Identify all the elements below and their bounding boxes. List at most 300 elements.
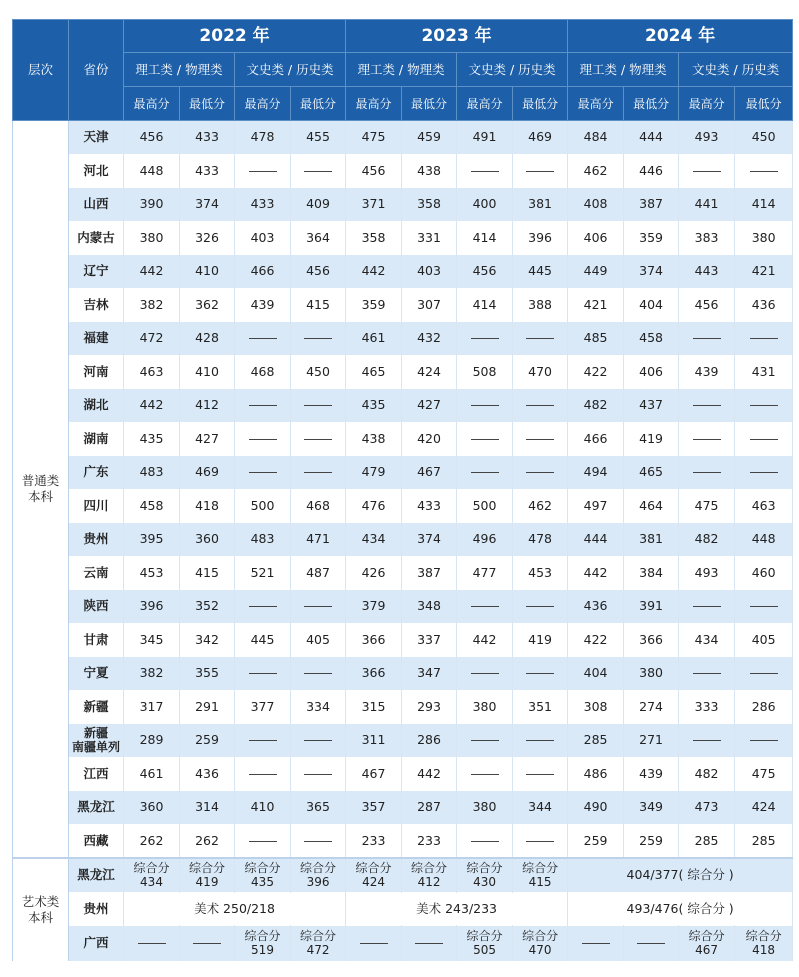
- score-cell: 496: [457, 523, 513, 557]
- score-cell: 462: [513, 489, 568, 523]
- province-cell: 广东: [69, 456, 124, 490]
- score-cell: 415: [180, 556, 235, 590]
- score-cell: 405: [291, 623, 346, 657]
- score-cell: [291, 154, 346, 188]
- score-cell: [180, 926, 235, 961]
- score-cell: 351: [513, 690, 568, 724]
- score-cell: 380: [124, 221, 180, 255]
- score-cell: 286: [735, 690, 793, 724]
- score-cell: 449: [568, 255, 624, 289]
- score-cell: 331: [402, 221, 457, 255]
- empty-dash: [304, 171, 332, 172]
- score-cell: 403: [402, 255, 457, 289]
- score-cell: 437: [624, 389, 679, 423]
- max-score-header: 最高分: [124, 87, 180, 121]
- score-type-label: 综合分: [188, 861, 225, 876]
- score-cell: 483: [235, 523, 291, 557]
- empty-dash: [526, 405, 554, 406]
- empty-dash: [193, 943, 221, 944]
- score-cell: 374: [402, 523, 457, 557]
- table-row: [13, 489, 793, 523]
- table-row: [13, 926, 793, 961]
- score-cell: 460: [735, 556, 793, 590]
- empty-dash: [249, 472, 277, 473]
- score-cell: 493: [679, 556, 735, 590]
- table-row: [13, 422, 793, 456]
- table-row: [13, 322, 793, 356]
- score-cell: 478: [235, 121, 291, 155]
- score-cell: 347: [402, 657, 457, 691]
- score-cell: [679, 657, 735, 691]
- score-cell: 286: [402, 724, 457, 758]
- score-cell: 403: [235, 221, 291, 255]
- empty-dash: [249, 673, 277, 674]
- table-row: [13, 389, 793, 423]
- score-cell: 442: [124, 255, 180, 289]
- score-cell: 345: [124, 623, 180, 657]
- score-cell: 475: [346, 121, 402, 155]
- score-cell: 404: [624, 288, 679, 322]
- score-cell: [679, 724, 735, 758]
- score-cell: 478: [513, 523, 568, 557]
- empty-dash: [471, 774, 499, 775]
- score-cell: 380: [735, 221, 793, 255]
- score-cell: 445: [235, 623, 291, 657]
- score-cell: 414: [457, 221, 513, 255]
- score-cell: 408: [568, 188, 624, 222]
- score-cell: 420: [402, 422, 457, 456]
- score-value: 467: [695, 943, 719, 958]
- table-row: [13, 824, 793, 858]
- score-cell: [235, 389, 291, 423]
- table-row: [13, 121, 793, 155]
- score-cell: 475: [679, 489, 735, 523]
- score-cell: [235, 724, 291, 758]
- score-cell: 379: [346, 590, 402, 624]
- empty-dash: [750, 472, 778, 473]
- province-cell: 山西: [69, 188, 124, 222]
- score-cell: 448: [735, 523, 793, 557]
- score-cell: 291: [180, 690, 235, 724]
- province-cell: 湖北: [69, 389, 124, 423]
- score-cell: [402, 858, 457, 893]
- score-cell: 410: [180, 255, 235, 289]
- score-cell: 486: [568, 757, 624, 791]
- score-cell: [457, 926, 513, 961]
- empty-dash: [471, 841, 499, 842]
- score-cell: 456: [679, 288, 735, 322]
- score-cell: 381: [513, 188, 568, 222]
- score-cell: 468: [291, 489, 346, 523]
- empty-dash: [526, 740, 554, 741]
- score-cell: 461: [346, 322, 402, 356]
- category-science-header: 理工类 / 物理类: [124, 53, 235, 87]
- score-value: 415: [528, 875, 552, 890]
- score-cell: 365: [291, 791, 346, 825]
- score-cell: [291, 858, 346, 893]
- score-cell: [513, 590, 568, 624]
- year-2023-header: 2023 年: [346, 20, 568, 53]
- score-type-label: 综合分: [244, 929, 281, 944]
- max-score-header: 最高分: [346, 87, 402, 121]
- score-value: 505: [473, 943, 496, 958]
- score-cell: 444: [624, 121, 679, 155]
- score-cell: 467: [402, 456, 457, 490]
- score-cell: 358: [402, 188, 457, 222]
- score-cell: 380: [457, 690, 513, 724]
- score-cell: 434: [346, 523, 402, 557]
- score-cell: [124, 858, 180, 893]
- score-cell: [235, 824, 291, 858]
- score-cell: 521: [235, 556, 291, 590]
- score-cell: [457, 154, 513, 188]
- score-cell: 348: [402, 590, 457, 624]
- table-row: [13, 221, 793, 255]
- score-cell: [735, 724, 793, 758]
- score-cell: 493: [679, 121, 735, 155]
- table-row: [13, 288, 793, 322]
- province-cell: 辽宁: [69, 255, 124, 289]
- score-cell: 468: [235, 355, 291, 389]
- score-cell: 366: [624, 623, 679, 657]
- score-cell: 465: [624, 456, 679, 490]
- score-cell: [735, 926, 793, 961]
- score-type-label: 综合分: [522, 861, 559, 876]
- province-cell: 甘肃: [69, 623, 124, 657]
- empty-dash: [471, 673, 499, 674]
- table-row: [13, 154, 793, 188]
- score-cell: 435: [346, 389, 402, 423]
- empty-dash: [526, 841, 554, 842]
- score-cell: 421: [568, 288, 624, 322]
- score-type-label: 综合分: [355, 861, 392, 876]
- score-cell: [457, 757, 513, 791]
- score-cell: 442: [568, 556, 624, 590]
- score-cell: 442: [346, 255, 402, 289]
- score-cell: 435: [124, 422, 180, 456]
- empty-dash: [693, 740, 721, 741]
- score-cell: 382: [124, 657, 180, 691]
- score-cell: [457, 657, 513, 691]
- score-cell: 355: [180, 657, 235, 691]
- empty-dash: [750, 171, 778, 172]
- empty-dash: [249, 740, 277, 741]
- score-cell: 390: [124, 188, 180, 222]
- score-type-label: 综合分: [300, 929, 337, 944]
- score-cell: 508: [457, 355, 513, 389]
- score-cell: 380: [457, 791, 513, 825]
- empty-dash: [693, 673, 721, 674]
- score-cell: 410: [235, 791, 291, 825]
- score-cell: 404: [568, 657, 624, 691]
- empty-dash: [304, 774, 332, 775]
- score-cell: 314: [180, 791, 235, 825]
- score-cell: 436: [735, 288, 793, 322]
- score-cell: 469: [180, 456, 235, 490]
- score-cell: [568, 926, 624, 961]
- province-cell: 河北: [69, 154, 124, 188]
- score-cell: [513, 154, 568, 188]
- score-cell: 491: [457, 121, 513, 155]
- table-row: [13, 690, 793, 724]
- table-row: [13, 623, 793, 657]
- empty-dash: [750, 405, 778, 406]
- empty-dash: [526, 774, 554, 775]
- province-cell: 新疆 南疆单列: [69, 724, 124, 758]
- score-cell: 396: [124, 590, 180, 624]
- score-cell: 456: [124, 121, 180, 155]
- score-cell: 359: [624, 221, 679, 255]
- score-cell: [457, 824, 513, 858]
- score-cell: 285: [568, 724, 624, 758]
- year-2024-header: 2024 年: [568, 20, 793, 53]
- score-cell: 419: [624, 422, 679, 456]
- score-cell: 441: [679, 188, 735, 222]
- empty-dash: [471, 405, 499, 406]
- province-cell: 天津: [69, 121, 124, 155]
- score-cell: [235, 657, 291, 691]
- score-cell: 439: [624, 757, 679, 791]
- score-cell: [235, 154, 291, 188]
- score-cell: 395: [124, 523, 180, 557]
- score-cell: [291, 322, 346, 356]
- score-cell: 446: [624, 154, 679, 188]
- score-cell: 419: [513, 623, 568, 657]
- score-cell: [735, 154, 793, 188]
- score-cell: 259: [180, 724, 235, 758]
- score-type-label: 综合分: [466, 861, 503, 876]
- score-cell: 349: [624, 791, 679, 825]
- category-liberal-header: 文史类 / 历史类: [235, 53, 346, 87]
- empty-dash: [304, 439, 332, 440]
- score-cell: 470: [513, 355, 568, 389]
- score-cell: 497: [568, 489, 624, 523]
- score-cell: 444: [568, 523, 624, 557]
- score-cell: [457, 724, 513, 758]
- score-cell: 484: [568, 121, 624, 155]
- score-cell: [457, 590, 513, 624]
- empty-dash: [693, 472, 721, 473]
- empty-dash: [637, 943, 665, 944]
- level-header: 层次: [13, 20, 69, 121]
- province-cell: 内蒙古: [69, 221, 124, 255]
- score-cell: 463: [735, 489, 793, 523]
- max-score-header: 最高分: [235, 87, 291, 121]
- score-cell: 326: [180, 221, 235, 255]
- score-cell: 271: [624, 724, 679, 758]
- score-cell: 262: [124, 824, 180, 858]
- score-cell: 436: [568, 590, 624, 624]
- score-cell: 482: [679, 757, 735, 791]
- province-cell: 贵州: [69, 893, 124, 926]
- empty-dash: [526, 472, 554, 473]
- province-cell: 云南: [69, 556, 124, 590]
- score-cell: 293: [402, 690, 457, 724]
- score-cell: 439: [235, 288, 291, 322]
- table-row: [13, 523, 793, 557]
- category-liberal-header: 文史类 / 历史类: [457, 53, 568, 87]
- score-cell: 442: [402, 757, 457, 791]
- score-cell: 334: [291, 690, 346, 724]
- empty-dash: [304, 673, 332, 674]
- empty-dash: [526, 673, 554, 674]
- province-header: 省份: [69, 20, 124, 121]
- score-cell: [513, 926, 568, 961]
- score-cell: 439: [679, 355, 735, 389]
- score-cell: 467: [346, 757, 402, 791]
- score-type-label: 综合分: [133, 861, 170, 876]
- score-type-label: 综合分: [300, 861, 337, 876]
- score-type-label: 综合分: [466, 929, 503, 944]
- score-cell: 412: [180, 389, 235, 423]
- score-cell: [291, 824, 346, 858]
- score-cell-2023: 美术 243/233: [346, 893, 568, 926]
- score-cell: 433: [235, 188, 291, 222]
- table-row: [13, 255, 793, 289]
- table-row: [13, 188, 793, 222]
- score-cell: 458: [124, 489, 180, 523]
- empty-dash: [526, 606, 554, 607]
- score-cell: 422: [568, 623, 624, 657]
- score-type-label: 综合分: [688, 929, 725, 944]
- score-cell: 459: [402, 121, 457, 155]
- score-cell: 317: [124, 690, 180, 724]
- score-type-label: 综合分: [411, 861, 448, 876]
- score-cell: 359: [346, 288, 402, 322]
- score-cell: [679, 456, 735, 490]
- score-cell: [513, 422, 568, 456]
- score-cell: 337: [402, 623, 457, 657]
- score-cell: [513, 858, 568, 893]
- score-cell: 450: [735, 121, 793, 155]
- province-cell: 广西: [69, 926, 124, 961]
- min-score-header: 最低分: [402, 87, 457, 121]
- score-cell: 405: [735, 623, 793, 657]
- score-cell: [513, 757, 568, 791]
- score-cell: 259: [624, 824, 679, 858]
- province-cell: 福建: [69, 322, 124, 356]
- score-cell: 487: [291, 556, 346, 590]
- score-cell: 414: [457, 288, 513, 322]
- score-cell: 371: [346, 188, 402, 222]
- score-cell: 342: [180, 623, 235, 657]
- empty-dash: [471, 740, 499, 741]
- score-cell: 442: [457, 623, 513, 657]
- province-cell: 新疆: [69, 690, 124, 724]
- empty-dash: [750, 439, 778, 440]
- province-cell: 吉林: [69, 288, 124, 322]
- score-cell: 364: [291, 221, 346, 255]
- score-cell: 410: [180, 355, 235, 389]
- score-cell: 315: [346, 690, 402, 724]
- score-cell: 406: [568, 221, 624, 255]
- empty-dash: [750, 338, 778, 339]
- province-cell: 江西: [69, 757, 124, 791]
- score-cell: 418: [180, 489, 235, 523]
- score-cell: 490: [568, 791, 624, 825]
- score-cell: 458: [624, 322, 679, 356]
- score-cell: [735, 456, 793, 490]
- score-cell: [402, 926, 457, 961]
- score-cell: [457, 389, 513, 423]
- score-cell: 352: [180, 590, 235, 624]
- score-cell: [513, 724, 568, 758]
- empty-dash: [415, 943, 443, 944]
- score-cell: 400: [457, 188, 513, 222]
- score-cell: 383: [679, 221, 735, 255]
- score-cell: 384: [624, 556, 679, 590]
- score-cell: 415: [291, 288, 346, 322]
- table-row: [13, 724, 793, 758]
- score-cell: 360: [124, 791, 180, 825]
- score-cell: 391: [624, 590, 679, 624]
- score-value: 396: [306, 875, 330, 890]
- score-cell: 436: [180, 757, 235, 791]
- score-cell: 387: [402, 556, 457, 590]
- score-cell: [346, 926, 402, 961]
- score-cell-2024: 493/476( 综合分 ): [568, 893, 793, 926]
- score-cell: 422: [568, 355, 624, 389]
- score-table-wrapper: [12, 19, 792, 961]
- score-cell: [457, 858, 513, 893]
- score-cell: 494: [568, 456, 624, 490]
- score-cell: 500: [457, 489, 513, 523]
- score-cell: [735, 422, 793, 456]
- score-cell: 233: [346, 824, 402, 858]
- score-cell: 333: [679, 690, 735, 724]
- province-cell: 湖南: [69, 422, 124, 456]
- score-value: 424: [362, 875, 385, 890]
- empty-dash: [304, 338, 332, 339]
- score-cell: [235, 322, 291, 356]
- score-cell: 344: [513, 791, 568, 825]
- score-cell: 476: [346, 489, 402, 523]
- score-cell: 475: [735, 757, 793, 791]
- score-cell: 433: [180, 121, 235, 155]
- score-cell: [291, 724, 346, 758]
- score-cell: [513, 322, 568, 356]
- max-score-header: 最高分: [457, 87, 513, 121]
- score-cell: 414: [735, 188, 793, 222]
- score-cell: 426: [346, 556, 402, 590]
- score-cell: 464: [624, 489, 679, 523]
- empty-dash: [249, 439, 277, 440]
- score-cell: 442: [124, 389, 180, 423]
- score-cell: 427: [402, 389, 457, 423]
- empty-dash: [526, 338, 554, 339]
- score-value: 419: [195, 875, 219, 890]
- score-cell: 445: [513, 255, 568, 289]
- min-score-header: 最低分: [735, 87, 793, 121]
- min-score-header: 最低分: [180, 87, 235, 121]
- province-cell: 贵州: [69, 523, 124, 557]
- empty-dash: [693, 171, 721, 172]
- score-cell: 308: [568, 690, 624, 724]
- empty-dash: [526, 171, 554, 172]
- score-cell-2024: 404/377( 综合分 ): [568, 858, 793, 893]
- empty-dash: [693, 405, 721, 406]
- score-cell: 362: [180, 288, 235, 322]
- score-cell: 448: [124, 154, 180, 188]
- table-row: [13, 355, 793, 389]
- table-row: [13, 590, 793, 624]
- table-row: [13, 791, 793, 825]
- score-cell: 287: [402, 791, 457, 825]
- score-cell: 289: [124, 724, 180, 758]
- empty-dash: [582, 943, 610, 944]
- score-cell: 381: [624, 523, 679, 557]
- empty-dash: [750, 740, 778, 741]
